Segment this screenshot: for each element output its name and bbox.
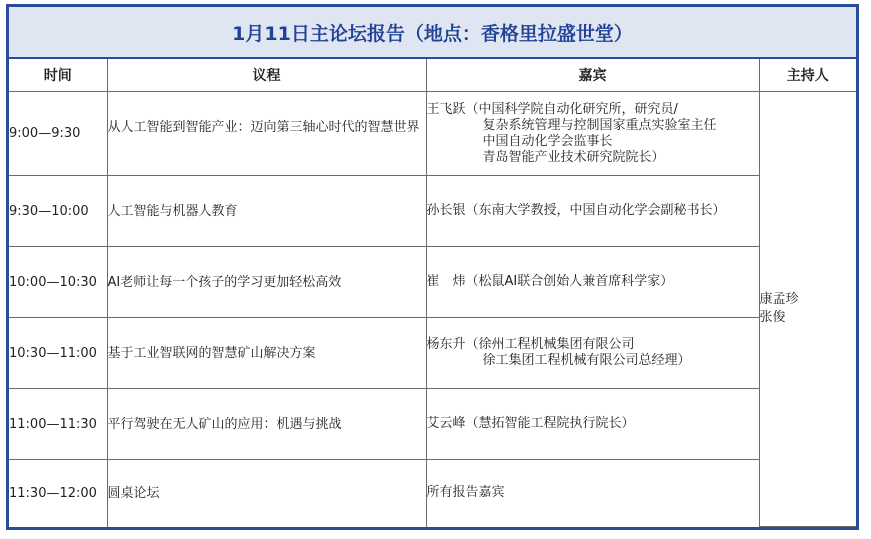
table-row [9,247,856,318]
speaker-line: 杨东升（徐州工程机械集团有限公司 [426,337,635,352]
host-name: 康孟珍 [759,292,799,307]
time-cell: 11:30—12:00 [9,460,107,527]
header-host: 主持人 [759,59,856,92]
speaker-line: 孙长银（东南大学教授，中国自动化学会副秘书长） [426,203,726,218]
table-header-row [9,59,856,92]
speaker-line: 中国自动化学会监事长 [482,133,613,149]
table-row [9,460,856,527]
schedule-table [9,59,856,527]
topic-cell [107,318,426,389]
speaker-cell [426,176,759,247]
speaker-line: 王飞跃（中国科学院自动化研究所，研究员/ [426,101,678,117]
speaker-cell [426,460,759,527]
topic-cell [107,92,426,176]
topic-cell [107,247,426,318]
topic-text: 平行驾驶在无人矿山的应用：机遇与挑战 [107,416,342,432]
speaker-cell [426,318,759,389]
host-name: 张俊 [759,310,786,325]
header-agenda: 议程 [107,59,426,92]
time-cell: 10:00—10:30 [9,247,107,318]
time-cell: 9:00—9:30 [9,92,107,176]
topic-text: 人工智能与机器人教育 [107,203,238,219]
speaker-cell [426,92,759,176]
time-cell: 9:30—10:00 [9,176,107,247]
time-cell: 11:00—11:30 [9,389,107,460]
time-cell: 10:30—11:00 [9,318,107,389]
host-cell [759,92,856,527]
topic-cell [107,460,426,527]
header-speaker: 嘉宾 [426,59,759,92]
table-row [9,389,856,460]
speaker-line: 徐工集团工程机械有限公司总经理） [482,353,691,368]
speaker-cell [426,247,759,318]
topic-cell [107,176,426,247]
page-title: 1月11日主论坛报告（地点：香格里拉盛世堂） [9,7,856,59]
topic-text: 基于工业智联网的智慧矿山解决方案 [107,345,316,361]
header-time: 时间 [9,59,107,92]
speaker-line: 所有报告嘉宾 [426,485,505,501]
topic-text: AI老师让每一个孩子的学习更加轻松高效 [107,274,342,290]
speaker-line: 青岛智能产业技术研究院院长） [482,149,665,165]
topic-text: 圆桌论坛 [107,485,160,501]
speaker-cell [426,389,759,460]
speaker-line: 崔 炜（松鼠AI联合创始人兼首席科学家） [426,274,674,289]
speaker-line: 艾云峰（慧拓智能工程院执行院长） [426,416,635,431]
table-row [9,318,856,389]
topic-text: 从人工智能到智能产业：迈向第三轴心时代的智慧世界 [107,120,420,135]
topic-cell [107,389,426,460]
table-row [9,176,856,247]
speaker-line: 复杂系统管理与控制国家重点实验室主任 [482,117,717,133]
table-row [9,92,856,176]
schedule-frame [6,4,859,530]
